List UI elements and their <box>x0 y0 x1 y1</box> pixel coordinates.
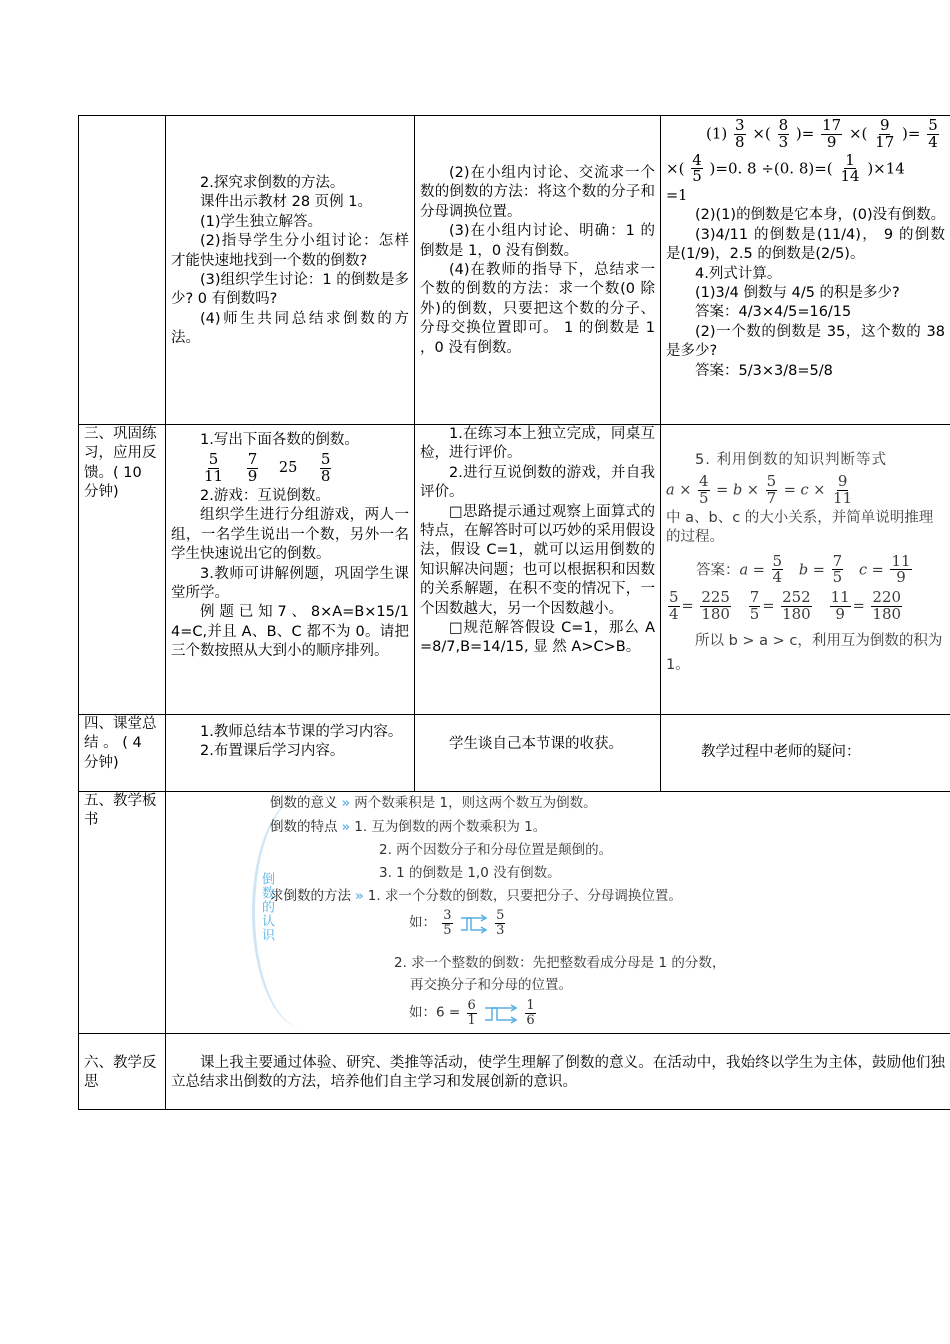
text-line: (4)师生共同总结求倒数的方法。 <box>171 310 409 347</box>
board-method-2a: 2. 求一个整数的倒数：先把整数看成分母是 1 的分数， <box>394 955 726 971</box>
fraction <box>778 118 790 151</box>
numerator: 5 <box>772 551 783 570</box>
denominator: 5 <box>443 922 452 938</box>
fraction <box>781 590 812 623</box>
text-line: □思路提示通过观察上面算式的特点，在解答时可以巧妙的采用假设法，假设 C=1，就可以运用倒数的知识解决问题；也可以根据积和因数的关系解题，在积不变的情况下，一个因数越大，另一个因数越小。 <box>420 503 655 617</box>
text-line: 3.教师可讲解例题，巩固学生课堂所学。 <box>171 565 409 601</box>
text-line: (2)指导学生分小组讨论：怎样才能快速地找到一个数的倒数? <box>171 233 409 269</box>
denominator: 4 <box>669 604 679 623</box>
equation-1 <box>666 118 945 151</box>
fraction <box>871 590 902 623</box>
board-side-label: 倒数的认识 <box>259 872 274 942</box>
numerator: 1 <box>845 150 855 169</box>
text-line: (3)4/11 的倒数是(11/4)， 9 的倒数是(1/9)，2.5 的倒数是(2/5)。 <box>666 226 945 263</box>
board-meaning <box>270 794 597 813</box>
denominator: 11 <box>833 489 853 508</box>
denominator: 9 <box>247 467 258 486</box>
numerator: 5 <box>320 450 331 469</box>
fraction <box>467 999 477 1027</box>
eq-result: =1 <box>666 188 688 204</box>
numerator: 7 <box>832 551 843 570</box>
denominator: 11 <box>204 467 224 486</box>
fraction <box>203 452 224 485</box>
row-board <box>79 792 950 1034</box>
board-key: 倒数的意义 <box>270 795 338 811</box>
board-value: 两个数乘积是 1，则这两个数互为倒数。 <box>354 795 597 811</box>
board-value: 1. 求一个分数的倒数，只要把分子、分母调换位置。 <box>367 888 682 904</box>
text-line: 例 题 已 知 7 、 8×A=B×15/14=C,并且 A、B、C 都不为 0。请把三个数按照从大到小的顺序排列。 <box>171 604 409 660</box>
fraction <box>830 590 851 623</box>
board-value: 1. 互为倒数的两个数乘积为 1。 <box>354 819 547 835</box>
problem-equation: a × $\frac{4}{5}$ = b × $\frac{5}{7}$ = c × $\frac{9}{11}$ <box>666 472 853 508</box>
text-line: (1)学生独立解答。 <box>200 213 323 230</box>
exercise-explore <box>661 116 950 425</box>
teacher-activity-summary <box>166 715 415 792</box>
text-line: (2)一个数的倒数是 35，这个数的 38 是多少? <box>666 323 945 360</box>
denominator: 8 <box>320 467 331 486</box>
denominator: 9 <box>835 604 845 623</box>
exercise-practice <box>661 425 950 715</box>
var-b: b <box>732 482 743 499</box>
numerator: 7 <box>749 588 760 607</box>
denominator: 9 <box>896 568 906 587</box>
fraction <box>874 118 895 151</box>
text-line: 学生谈自己本节课的收获。 <box>449 736 623 752</box>
eq-op: ×( <box>752 124 771 143</box>
fraction <box>839 150 860 186</box>
fraction <box>442 909 452 937</box>
board-example-2 <box>409 999 538 1027</box>
denominator: 9 <box>826 132 837 151</box>
fraction <box>734 118 746 151</box>
var-c: c <box>858 561 868 578</box>
fraction <box>698 474 710 507</box>
denominator: 180 <box>701 604 730 623</box>
reflection-text: 课上我主要通过体验、研究、类推等活动，使学生理解了倒数的意义。在活动中，我始终以学生为主体，鼓励他们独立总结求出倒数的方法，培养他们自主学习和发展创新的意识。 <box>166 1034 950 1110</box>
fraction <box>927 118 939 151</box>
row-summary <box>79 715 950 792</box>
numerator: 1 <box>526 998 535 1013</box>
fraction <box>890 551 911 587</box>
denominator: 5 <box>832 568 843 587</box>
lesson-plan-table <box>78 115 950 1110</box>
double-chevron-icon: » <box>341 795 351 811</box>
text-line: 组织学生进行分组游戏，两人一组，一名学生说出一个数，另外一名学生快速说出它的倒数。 <box>171 507 409 563</box>
board-feature <box>270 818 546 837</box>
fraction <box>832 551 844 587</box>
answer-line: 答案：a = $\frac{5}{4}$ b = $\frac{7}{5}$ c = $\frac{11}{9}$ <box>696 551 911 587</box>
text-line: (2)在小组内讨论、交流求一个数的倒数的方法：将这个数的分子和分母调换位置。 <box>420 165 655 220</box>
denominator: 17 <box>875 132 895 151</box>
numerator: 5 <box>669 588 679 607</box>
text-line: (3)组织学生讨论：1 的倒数是多少? 0 有倒数吗? <box>171 272 409 308</box>
numerator: 9 <box>879 116 890 134</box>
fraction <box>700 590 731 623</box>
numerator: 17 <box>822 116 842 134</box>
eq-op: )= <box>902 124 921 143</box>
row-reflection <box>79 1034 950 1110</box>
fraction <box>525 999 535 1027</box>
denominator: 180 <box>782 604 811 623</box>
var-a: a <box>666 482 675 499</box>
swap-arrow-icon <box>459 911 489 935</box>
denominator: 14 <box>840 167 860 186</box>
text-line: 2.布置课后学习内容。 <box>200 743 345 760</box>
text-line: 1.教师总结本节课的学习内容。 <box>200 724 403 740</box>
board-cell <box>166 792 950 1034</box>
denominator: 5 <box>699 489 709 508</box>
denominator: 1 <box>467 1012 476 1028</box>
compare-line: $\frac{5}{4}$ = $\frac{225}{180}$ $\frac{7}{5}$ = $\frac{252}{180}$ $\frac{11}{9}$ = $\frac{220}{180}$ <box>669 588 902 623</box>
numerator: 11 <box>830 588 850 607</box>
denominator: 180 <box>872 604 902 623</box>
stage-label-board: 五、教学板书 <box>79 792 166 1034</box>
text-line: 1.写出下面各数的倒数。 <box>200 432 359 448</box>
denominator: 5 <box>749 604 760 623</box>
fraction <box>766 474 778 507</box>
var-a: a <box>739 561 749 578</box>
denominator: 6 <box>526 1012 535 1028</box>
text-line: 2.游戏：互说倒数。 <box>200 487 330 504</box>
numerator: 4 <box>692 150 702 169</box>
var-c: c <box>800 482 809 499</box>
fraction <box>668 590 680 623</box>
stage-label-practice: 三、巩固练习，应用反馈。( 10 分钟) <box>79 425 166 715</box>
numerator: 5 <box>928 116 938 134</box>
fraction <box>247 452 259 485</box>
board-example-1 <box>409 909 507 937</box>
problem-tail: 中 a、b、c 的大小关系，并简单说明推理的过程。 <box>666 509 934 546</box>
swap-arrow-icon <box>483 1001 519 1025</box>
fraction <box>832 474 853 507</box>
board-key: 求倒数的方法 <box>270 888 351 904</box>
denominator: 5 <box>692 167 702 186</box>
denominator: 4 <box>928 132 938 151</box>
reciprocal-numbers <box>171 452 409 485</box>
fraction <box>772 551 784 587</box>
note-text: 教学过程中老师的疑问： <box>701 744 861 761</box>
numerator: 252 <box>782 588 811 607</box>
eq-op: ×( <box>848 124 868 143</box>
numerator: 5 <box>496 908 505 923</box>
board-key: 倒数的特点 <box>270 819 338 835</box>
denominator: 7 <box>766 489 777 508</box>
student-activity-explore <box>415 116 661 425</box>
numerator: 6 <box>467 998 476 1013</box>
numerator: 5 <box>766 472 777 491</box>
example-label: 如：6 = <box>409 1004 461 1021</box>
example-label: 如： <box>409 914 436 931</box>
board-feature-2: 2. 两个因数分子和分母位置是颠倒的。 <box>379 842 613 858</box>
numerator: 3 <box>735 116 745 134</box>
text-line: 1.在练习本上独立完成，同桌互检，进行评价。 <box>420 426 655 462</box>
text-line: 答案：5/3×3/8=5/8 <box>695 362 833 379</box>
text-line: 2.探究求倒数的方法。 <box>200 175 345 191</box>
text-line: 4.列式计算。 <box>695 265 782 282</box>
numerator: 5 <box>208 450 219 469</box>
eq-op: )=0. 8 ÷(0. 8)=( <box>709 158 833 177</box>
double-chevron-icon: » <box>355 888 364 904</box>
problem-title: 5. 利用倒数的知识判断等式 <box>695 452 887 468</box>
text-line: 答案：4/3×4/5=16/15 <box>695 304 852 321</box>
text-line: (1)3/4 倒数与 4/5 的积是多少? <box>695 285 900 302</box>
stage-cell-empty <box>79 116 166 425</box>
fraction <box>749 590 761 623</box>
numerator: 220 <box>872 588 902 607</box>
double-chevron-icon: » <box>341 819 351 835</box>
student-activity-summary <box>415 715 661 792</box>
eq-op: )×14 <box>867 158 905 177</box>
numerator: 225 <box>701 588 730 607</box>
numerator: 9 <box>837 472 848 491</box>
text-line: (2)(1)的倒数是它本身，(0)没有倒数。 <box>695 207 946 224</box>
text-line: 课件出示教材 28 页例 1。 <box>200 194 373 211</box>
numerator: 11 <box>891 551 911 570</box>
board-method <box>270 887 682 906</box>
var-b: b <box>798 561 809 578</box>
numerator: 4 <box>699 472 709 491</box>
teacher-question-note <box>661 715 950 792</box>
integer-value: 25 <box>278 459 298 476</box>
denominator: 3 <box>496 922 505 938</box>
eq-op: ×( <box>666 158 685 177</box>
denominator: 3 <box>778 132 789 151</box>
eq-op: )= <box>795 124 815 143</box>
blackboard-layout <box>166 792 950 1032</box>
text-line: 2.进行互说倒数的游戏，并自我评价。 <box>420 464 655 501</box>
equation-2 <box>666 150 945 186</box>
stage-label-summary: 四、课堂总 结 。 ( 4 分钟) <box>79 715 166 792</box>
denominator: 4 <box>772 568 783 587</box>
board-method-2b: 再交换分子和分母的位置。 <box>410 977 572 993</box>
teacher-activity-practice <box>166 425 415 715</box>
student-activity-practice <box>415 425 661 715</box>
numerator: 8 <box>778 116 789 134</box>
stage-label-reflection: 六、教学反思 <box>79 1034 166 1110</box>
eq-prefix: (1) <box>706 124 728 143</box>
fraction <box>495 909 505 937</box>
answer-label: 答案： <box>696 561 740 578</box>
numerator: 7 <box>247 450 258 469</box>
numerator: 3 <box>443 908 452 923</box>
text-line: (3)在小组内讨论、明确：1 的倒数是 1，0 没有倒数。 <box>420 223 655 259</box>
text-line: (4)在教师的指导下，总结求一个数的倒数的方法：求一个数(0 除外)的倒数，只要把这个数的分子、分母交换位置即可。 1 的倒数是 1 ，0 没有倒数。 <box>420 262 655 356</box>
row-explore <box>79 116 950 425</box>
fraction <box>691 150 703 186</box>
conclusion: 所以 b > a > c，利用互为倒数的积为 1。 <box>666 632 943 673</box>
denominator: 8 <box>735 132 745 151</box>
teacher-activity-explore <box>166 116 415 425</box>
text-line: □规范解答假设 C=1，那么 A=8/7,B=14/15, 显 然 A>C>B。 <box>420 620 655 656</box>
fraction <box>821 118 842 151</box>
row-practice <box>79 425 950 715</box>
fraction <box>320 452 332 485</box>
board-feature-3: 3. 1 的倒数是 1,0 没有倒数。 <box>379 865 561 881</box>
